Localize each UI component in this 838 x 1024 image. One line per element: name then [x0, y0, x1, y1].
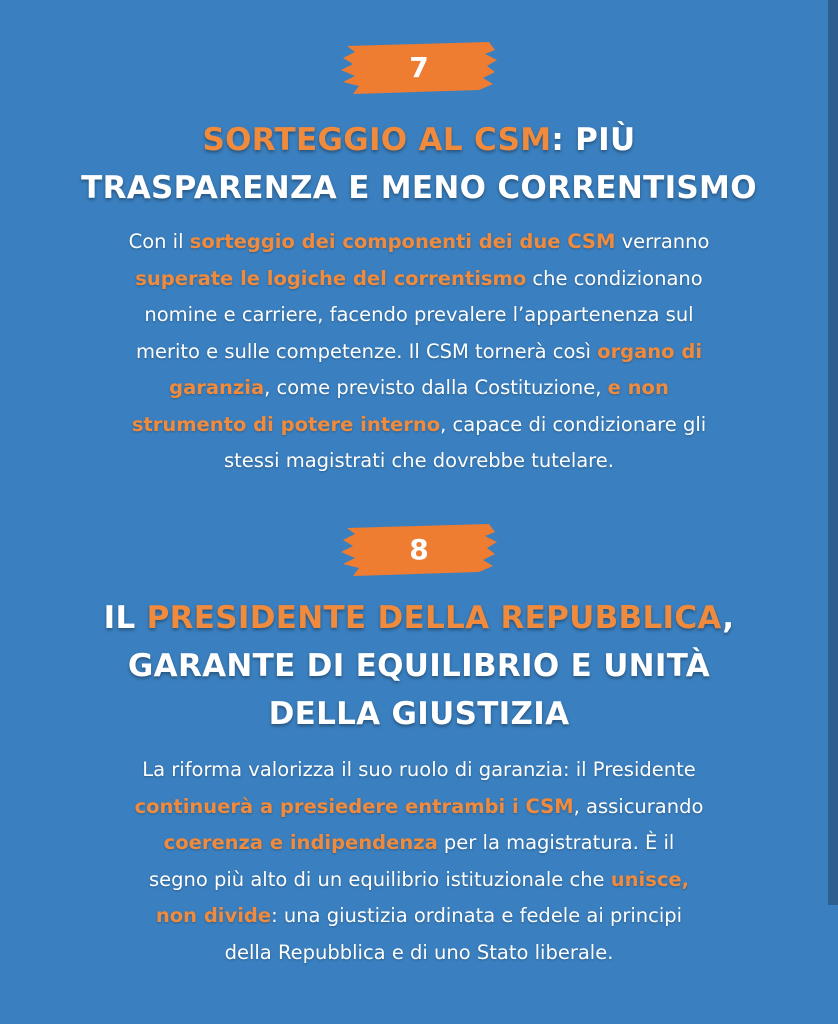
section-number: 7 [409, 51, 429, 84]
text-run: Con il [128, 230, 190, 253]
highlighted-text: unisce, non divide [155, 867, 690, 927]
highlighted-text: continuerà a presiedere entrambi i CSM [134, 794, 574, 818]
number-badge [339, 522, 499, 578]
text-run: IL [103, 600, 147, 636]
text-run: , come previsto dalla Costituzione, [264, 376, 608, 399]
section-title [0, 594, 838, 738]
text-run: : PIÙ [551, 122, 636, 158]
text-run: , assicurando [573, 794, 704, 818]
section-title [0, 116, 838, 212]
section-7 [0, 40, 838, 480]
section-body [0, 224, 838, 480]
highlighted-text: e non strumento di potere interno [131, 376, 669, 436]
highlighted-text: SORTEGGIO AL CSM [202, 122, 552, 158]
text-run: per la magistratura. È il segno più alto di un equilibrio istituzionale che [148, 831, 675, 891]
highlighted-text: organo di garanzia [169, 339, 703, 399]
text-run: TRASPARENZA E MENO CORRENTISMO [81, 170, 757, 206]
text-run: La riforma valorizza il suo ruolo di garanzia: il Presidente [142, 758, 696, 781]
section-8 [0, 522, 838, 971]
number-badge [339, 40, 499, 96]
text-run: , capace di condizionare gli stessi magistrati che dovrebbe tutelare. [224, 412, 707, 472]
text-run: , GARANTE DI EQUILIBRIO E UNITÀ DELLA GIUSTIZIA [127, 600, 735, 732]
highlighted-text: coerenza e indipendenza [163, 831, 438, 854]
text-run: che condizionano nomine e carriere, facendo prevalere l’appartenenza sul merito e sulle competenze. Il CSM tornerà così [135, 266, 703, 363]
section-number: 8 [409, 533, 429, 566]
highlighted-text: sorteggio dei componenti dei due CSM [189, 230, 616, 253]
text-run: : una giustizia ordinata e fedele ai principi della Repubblica e di uno Stato liberale. [224, 904, 683, 964]
text-run: verranno [615, 230, 710, 253]
highlighted-text: superate le logiche del correntismo [135, 266, 527, 290]
section-body [0, 752, 838, 971]
highlighted-text: PRESIDENTE DELLA REPUBBLICA [146, 600, 723, 636]
